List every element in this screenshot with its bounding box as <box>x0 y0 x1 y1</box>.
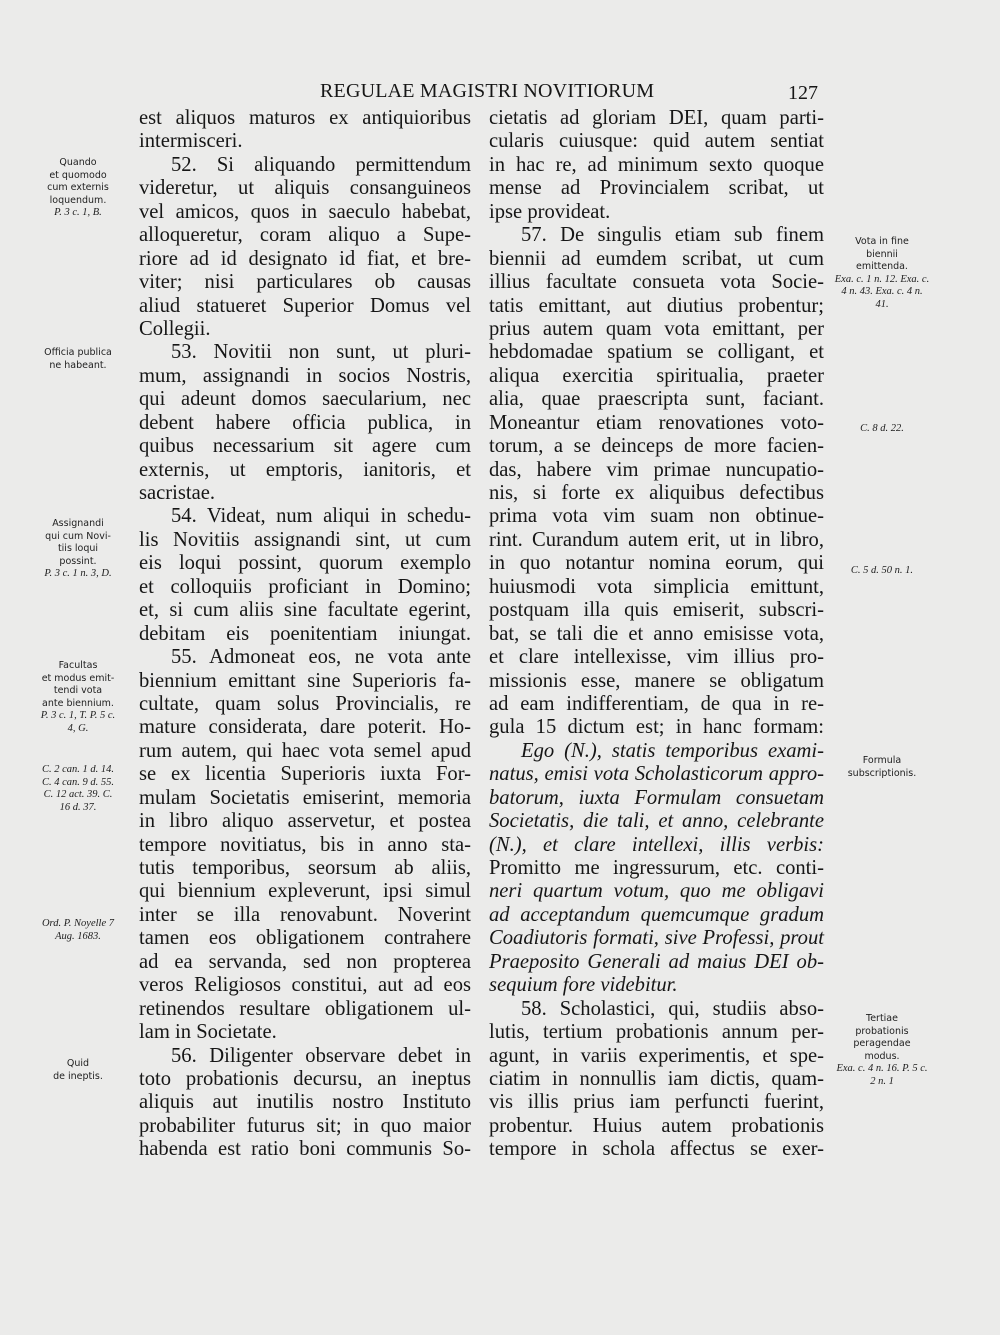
text-line: 56. Diligenter observare debet in <box>171 1044 471 1067</box>
margin-note-line: Quando <box>59 157 97 168</box>
text-line: (N.), et clare intellexi, illis verbis: <box>489 833 824 856</box>
text-line: tempore novitiatus, bis in anno sta- <box>139 833 471 856</box>
text-line: hebdomadae spatium se colligant, et <box>489 341 824 364</box>
text-line: quibus necessarium sit agere cum <box>139 435 471 458</box>
text-line: mense ad Provincialem scribat, ut <box>489 177 824 200</box>
text-line: riore ad id designato id fiat, et bre- <box>139 247 471 270</box>
text-line: et colloquiis proficiant in Domino; <box>139 575 471 598</box>
text-line: aliud statueret Superior Domus vel <box>139 294 471 317</box>
text-line: Coadiutoris formati, sive Professi, prout <box>489 927 824 950</box>
text-line: debent habere officia publica, in <box>139 411 471 434</box>
text-line: in libro aliquo asservetur, et postea <box>139 810 471 833</box>
text-line: lam in Societate. <box>139 1021 277 1044</box>
text-line: illius facultate consueta vota Socie- <box>489 271 824 294</box>
text-line: 55. Admoneat eos, ne vota ante <box>171 646 471 669</box>
margin-note-line: Quid <box>66 1058 90 1069</box>
text-line: vel amicos, quos in saeculo habebat, <box>139 200 471 223</box>
text-line: inter se illa renovabunt. Noverint <box>139 903 471 926</box>
text-line: qui adeunt domos saecularium, nec <box>139 388 471 411</box>
margin-note-line: biennii <box>866 248 898 260</box>
text-line: postquam illa quis emiserit, subscri- <box>489 599 824 622</box>
margin-note-line: Formula <box>862 755 902 766</box>
text-line: 52. Si aliquando permittendum <box>171 153 471 176</box>
margin-note-reference: Exa. c. 4 n. 16. P. 5 c. 2 n. 1 <box>836 1063 928 1087</box>
margin-note-line: modus. <box>864 1050 900 1062</box>
text-line: lutis, tertium probationis annum per- <box>489 1021 824 1044</box>
text-line: vis illis prius iam perfuncti fuerint, <box>489 1091 824 1114</box>
margin-note-reference: C. 5 d. 50 n. 1. <box>850 565 914 576</box>
margin-note-reference: P. 3 c. 1 n. 3, D. <box>44 568 112 579</box>
margin-note-line: loquendum. <box>49 194 107 206</box>
text-line: torum, a se deinceps de more facien- <box>489 435 824 458</box>
margin-note-tertiae <box>826 1013 938 1088</box>
margin-note-line: Assignandi <box>52 518 104 529</box>
margin-note-c8 <box>826 423 938 436</box>
text-line: 53. Novitii non sunt, ut pluri- <box>171 341 471 364</box>
text-line: mum, assignandi in socios Nostris, <box>139 364 471 387</box>
text-line: huiusmodi vota simplicia emittunt, <box>489 575 824 598</box>
margin-note-line: et modus emit- <box>41 672 115 684</box>
margin-note-line: et quomodo <box>49 169 107 181</box>
margin-note-facultas <box>28 660 128 735</box>
text-line: veros Religiosos constitui, aut ad eos <box>139 974 471 997</box>
text-line: mulam Societatis emiserint, memoria <box>139 786 471 809</box>
text-line: 57. De singulis etiam sub finem <box>521 224 824 247</box>
text-line: ad acceptandum quemcumque gradum <box>489 903 824 926</box>
text-line: viter; nisi particulares ob causas <box>139 271 471 294</box>
margin-note-line: cum externis <box>47 182 109 193</box>
text-line: ipse provideat. <box>489 200 611 223</box>
text-line: tamen eos obligationem contrahere <box>139 927 471 950</box>
margin-note-reference: Ord. P. Noyelle 7 Aug. 1683. <box>41 918 115 942</box>
text-line: et, si cum aliis sine facultate egerint, <box>139 599 471 622</box>
text-line: cietatis ad gloriam DEI, quam parti- <box>489 107 824 129</box>
margin-note-ordinatio <box>28 918 128 943</box>
text-line: 54. Videat, num aliqui in schedu- <box>171 505 471 528</box>
text-line: ad ea servanda, sed non propterea <box>139 950 471 973</box>
text-line: Moneantur etiam renovationes voto- <box>489 411 824 434</box>
text-line: externis, ut emptoris, ianitoris, et <box>139 458 471 481</box>
margin-note-line: peragendae <box>853 1038 911 1049</box>
text-line: et clare intellexisse, vim illius pro- <box>489 646 824 669</box>
text-line: prius autem quam vota emittant, per <box>489 317 824 340</box>
margin-note-officia <box>28 347 128 372</box>
text-line: prima vota vim suam non obtinue- <box>489 505 824 528</box>
text-line: aliqua exercitia spiritualia, praeter <box>489 364 824 387</box>
text-line: ciatim in nonnullis iam dictis, quam- <box>489 1067 824 1090</box>
text-line: debitam eis poenitentiam iniungat. <box>139 622 471 645</box>
running-title: REGULAE MAGISTRI NOVITIORUM <box>320 80 655 102</box>
text-line: est aliquos maturos ex antiquioribus <box>139 107 471 129</box>
margin-note-line: tendi vota <box>53 685 103 696</box>
margin-note-line: probationis <box>855 1025 909 1037</box>
text-line: batorum, iuxta Formulam consuetam <box>489 786 824 809</box>
text-line: rum autem, qui haec vota semel apud <box>139 739 471 762</box>
margin-note-line: Tertiae <box>866 1013 898 1024</box>
text-line: cularis cuiusque: quid autem sentiat <box>489 130 824 153</box>
text-line: nis, si forte ex aliquibus defectibus <box>489 482 824 504</box>
margin-note-line: ante biennium. <box>42 697 114 709</box>
text-line: qui biennium expleverunt, ipsi simul <box>139 880 471 903</box>
text-line: 58. Scholastici, qui, studiis abso- <box>521 997 824 1020</box>
margin-note-reference: P. 3 c. 1, B. <box>54 207 102 218</box>
text-line: in hac re, ad minimum sexto quoque <box>489 153 824 176</box>
text-line: intermisceri. <box>139 130 243 153</box>
text-line: habenda est ratio boni communis So- <box>139 1138 471 1161</box>
text-line: Societatis, die tali, et anno, celebrante <box>489 810 824 833</box>
text-line: das, habere vim primae nuncupatio- <box>489 458 824 481</box>
margin-note-ineptis <box>28 1058 128 1083</box>
text-line: eis loqui possint, quorum exemplo <box>139 552 471 575</box>
running-header <box>0 80 1000 106</box>
margin-note-quando <box>28 157 128 220</box>
margin-note-line: possint. <box>59 555 97 567</box>
page-number: 127 <box>788 82 818 104</box>
text-line: sacristae. <box>139 482 216 504</box>
text-line: tatis emittant, aut diutius probentur; <box>489 294 824 317</box>
text-line: aliquis aut inutilis nostro Instituto <box>139 1091 471 1114</box>
text-line: tempore in schola affectus se exer- <box>489 1138 824 1161</box>
text-line: retinendos resultare obligationem ul- <box>139 997 471 1020</box>
margin-note-line: tiis loqui <box>57 543 99 554</box>
text-line: toto probationis decursu, an ineptus <box>139 1067 471 1090</box>
text-line: sequium fore videbitur. <box>489 974 678 997</box>
text-line: Praeposito Generali ad maius DEI ob- <box>489 950 824 973</box>
margin-note-line: qui cum Novi- <box>45 530 111 542</box>
text-line: bat, se tali die et anno emisisse vota, <box>489 622 824 645</box>
text-line: neri quartum votum, quo me obligavi <box>489 880 824 903</box>
text-line: agunt, in variis experimentis, et spe- <box>489 1044 824 1067</box>
text-line: alia, quae praescripta sunt, faciant. <box>489 388 824 411</box>
text-line: probabiliter futurus sit; in quo maior <box>139 1114 471 1137</box>
text-line: Ego (N.), statis temporibus exami- <box>521 739 824 762</box>
margin-note-reference: C. 8 d. 22. <box>860 423 904 434</box>
margin-note-formula <box>826 755 938 780</box>
text-line: ad eam indifferentiam, de qua in re- <box>489 692 824 715</box>
right-text-column <box>489 107 824 1162</box>
margin-note-line: de ineptis. <box>53 1070 103 1082</box>
text-line: alloqueretur, coram aliquo a Supe- <box>139 224 471 247</box>
margin-note-congregations <box>28 764 128 814</box>
text-line: biennii ad eumdem scribat, ut cum <box>489 247 824 270</box>
text-line: probentur. Huius autem probationis <box>489 1114 824 1137</box>
text-line: cultate, quam solus Provincialis, re <box>139 692 471 715</box>
margin-note-line: Facultas <box>58 660 98 671</box>
margin-note-line: ne habeant. <box>49 359 107 371</box>
text-line: se ex licentia Superioris iuxta For- <box>139 763 471 786</box>
text-line: Promitto me ingressurum, etc. conti- <box>489 857 824 879</box>
left-text-column <box>139 107 471 1162</box>
text-line: tutis temporibus, seorsum ab aliis, <box>139 857 471 879</box>
margin-note-line: Vota in fine <box>855 236 909 247</box>
text-line: in quo notantur nomina eorum, qui <box>489 552 824 575</box>
text-line: mature considerata, dare poterit. Ho- <box>139 716 471 739</box>
margin-note-reference: Exa. c. 1 n. 12. Exa. c. 4 n. 43. Exa. c. 4 n. 41. <box>834 273 930 310</box>
text-line: videretur, ut aliquis consanguineos <box>139 177 471 200</box>
margin-note-vota-biennii <box>826 236 938 311</box>
text-line: lis Novitiis assignandi sint, ut cum <box>139 528 471 551</box>
text-line: Collegii. <box>139 317 211 340</box>
text-line: biennium emittant sine Superioris fa- <box>139 669 471 692</box>
text-line: rint. Curandum autem erit, ut in libro, <box>489 528 824 551</box>
text-line: natus, emisi vota Scholasticorum appro- <box>489 763 824 786</box>
margin-note-reference: P. 3 c. 1, T. P. 5 c. 4, G. <box>40 710 116 734</box>
text-line: missionis esse, manere se obligatum <box>489 669 824 692</box>
margin-note-reference: C. 2 can. 1 d. 14. C. 4 can. 9 d. 55. C. 12 act. 39. C. 16 d. 37. <box>41 764 115 813</box>
margin-note-line: subscriptionis. <box>847 767 917 779</box>
margin-note-assignandi <box>28 518 128 581</box>
margin-note-line: Officia publica <box>44 347 112 358</box>
margin-note-c5 <box>826 565 938 578</box>
text-line: gula 15 dictum est; in hanc formam: <box>489 716 824 739</box>
margin-note-line: emittenda. <box>856 261 908 272</box>
